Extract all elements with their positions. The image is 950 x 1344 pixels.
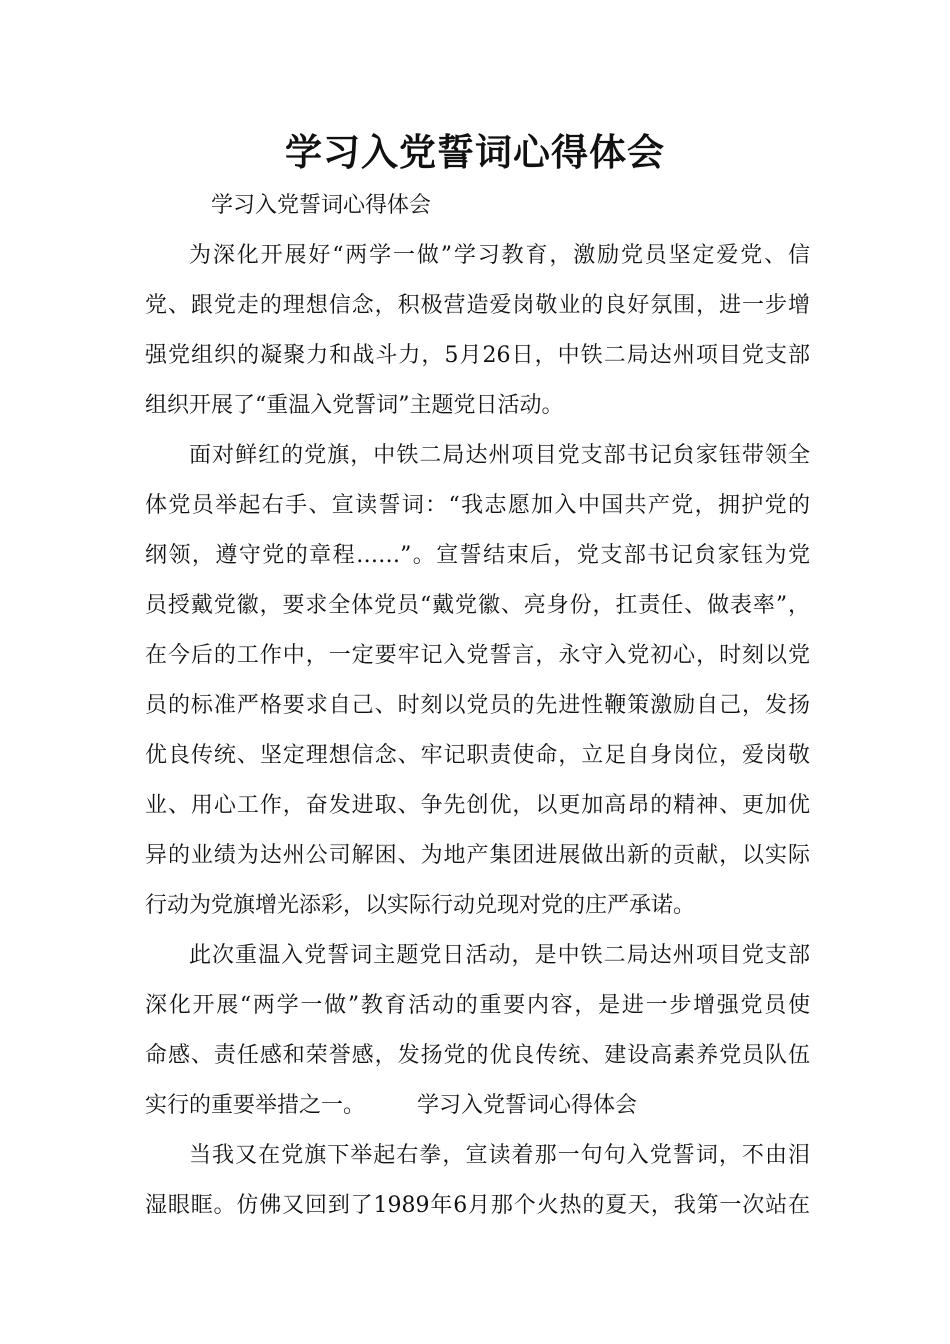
text-line — [145, 1081, 810, 1131]
text-line: 行动为党旗增光添彩，以实际行动兑现对党的庄严承诺。 — [145, 893, 696, 918]
document-title: 学习入党誓词心得体会 — [285, 131, 665, 174]
text-line: 优良传统、坚定理想信念、牢记职责使命，立足自身岗位，爱岗敬 — [145, 743, 810, 768]
text-line: 业、用心工作，奋发进取、争先创优，以更加高昂的精神、更加优 — [145, 793, 810, 818]
text-line: 湿眼眶。仿佛又回到了1989年6月那个火热的夏天，我第一次站在 — [145, 1193, 810, 1218]
text-line: 组织开展了“重温入党誓词”主题党日活动。 — [145, 393, 564, 418]
text-line: 命感、责任感和荣誉感，发扬党的优良传统、建设高素养党员队伍 — [145, 1043, 810, 1068]
text-line: 员的标准严格要求自己、时刻以党员的先进性鞭策激励自己，发扬 — [145, 693, 810, 718]
text-line: 强党组织的凝聚力和战斗力，5月26日，中铁二局达州项目党支部 — [145, 343, 810, 368]
text-line: 深化开展“两学一做”教育活动的重要内容，是进一步增强党员使 — [145, 993, 810, 1018]
paragraph-2 — [145, 431, 810, 931]
text-line: 面对鲜红的党旗，中铁二局达州项目党支部书记贠家钰带领全 — [189, 443, 810, 468]
text-fragment: 实行的重要举措之一。 — [145, 1093, 366, 1118]
text-line: 纲领，遵守党的章程……”。宣誓结束后，党支部书记贠家钰为党 — [145, 543, 810, 568]
paragraph-1 — [145, 231, 810, 431]
document-body — [145, 181, 810, 1231]
text-line: 当我又在党旗下举起右拳，宣读着那一句句入党誓词，不由泪 — [189, 1143, 810, 1168]
subtitle: 学习入党誓词心得体会 — [211, 193, 432, 218]
text-line: 党、跟党走的理想信念，积极营造爱岗敬业的良好氛围，进一步增 — [145, 293, 810, 318]
paragraph-4 — [145, 1131, 810, 1231]
text-line: 异的业绩为达州公司解困、为地产集团进展做出新的贡献，以实际 — [145, 843, 810, 868]
text-line: 为深化开展好“两学一做”学习教育，激励党员坚定爱党、信 — [189, 243, 810, 268]
text-line: 在今后的工作中，一定要牢记入党誓言，永守入党初心，时刻以党 — [145, 643, 810, 668]
text-line: 体党员举起右手、宣读誓词：“我志愿加入中国共产党，拥护党的 — [145, 493, 810, 518]
text-line: 员授戴党徽，要求全体党员“戴党徽、亮身份，扛责任、做表率”， — [145, 593, 810, 618]
section-heading-inline: 学习入党誓词心得体会 — [417, 1093, 638, 1118]
text-line: 此次重温入党誓词主题党日活动，是中铁二局达州项目党支部 — [189, 943, 810, 968]
paragraph-3 — [145, 931, 810, 1131]
